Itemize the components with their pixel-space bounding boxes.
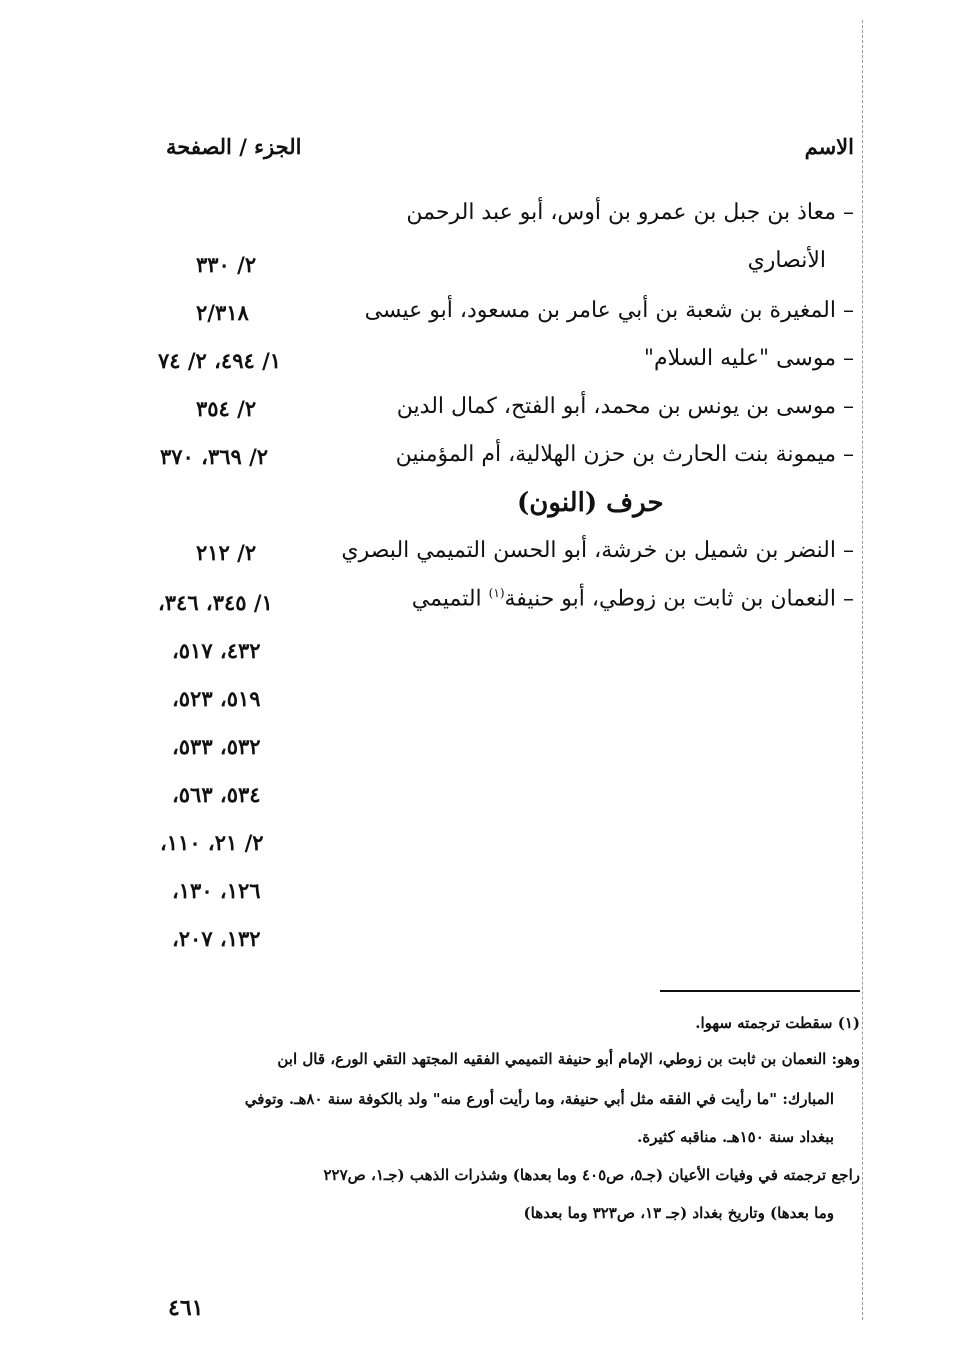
index-entry-name: – النضر بن شميل بن خرشة، أبو الحسن التميمي البصري: [341, 538, 854, 563]
section-heading: حرف (النون): [517, 488, 664, 518]
footnote-line: ببغداد سنة ١٥٠هـ. مناقبه كثيرة.: [637, 1128, 834, 1146]
index-entry-name: – المغيرة بن شعبة بن أبي عامر بن مسعود، أبو عيسى: [364, 298, 854, 323]
index-entry-pages: ٢/ ٢١٢: [196, 540, 257, 565]
index-entry-name: – معاذ بن جبل بن عمرو بن أوس، أبو عبد الرحمن: [406, 200, 854, 225]
index-entry-pages: ١/ ٣٤٥، ٣٤٦،: [158, 590, 273, 615]
index-entry-pages: ١٣٢، ٢٠٧،: [172, 926, 261, 951]
footnote-line: المبارك: "ما رأيت في الفقه مثل أبي حنيفة، وما رأيت أورع منه" ولد بالكوفة سنة ٨٠هـ. وتوفي: [244, 1090, 834, 1108]
footnote-line: راجع ترجمته في وفيات الأعيان (جـ٥، ص٤٠٥ وما بعدها) وشذرات الذهب (جـ١، ص٢٢٧: [323, 1166, 860, 1184]
footnote: (١) سقطت ترجمته سهوا.: [695, 1014, 860, 1032]
index-entry-pages: ٢/٣١٨: [196, 300, 249, 325]
index-entry-pages: ١٢٦، ١٣٠،: [172, 878, 261, 903]
name-column-header: الاسم: [804, 134, 854, 159]
footnote-separator: [660, 990, 860, 992]
index-entry-pages: ٢/ ٣٣٠: [196, 252, 257, 277]
index-entry-name: – موسى بن يونس بن محمد، أبو الفتح، كمال الدين: [396, 394, 854, 419]
index-entry-name-continued: الأنصاري: [747, 248, 826, 273]
index-entry-name: – ميمونة بنت الحارث بن حزن الهلالية، أم المؤمنين: [395, 442, 854, 467]
index-entry-pages: ٢/ ٣٥٤: [196, 396, 257, 421]
index-entry-pages: ٢/ ٣٦٩، ٣٧٠: [160, 444, 269, 469]
page-column-header: الجزء / الصفحة: [166, 134, 302, 159]
index-entry-pages: ٢/ ٢١، ١١٠،: [160, 830, 264, 855]
index-entry-pages: ٤٣٢، ٥١٧،: [172, 638, 261, 663]
index-entry-name: [412, 586, 854, 611]
entry-name-part: التميمي: [411, 586, 489, 612]
index-entry-pages: ١/ ٤٩٤، ٢/ ٧٤: [158, 348, 282, 373]
index-entry-name: – موسى "عليه السلام": [643, 346, 854, 371]
index-entry-pages: ٥١٩، ٥٢٣،: [172, 686, 261, 711]
footnote-ref: (١): [488, 586, 505, 600]
entry-name-part: – النعمان بن ثابت بن زوطي، أبو حنيفة: [504, 586, 854, 612]
footnote-line: وهو: النعمان بن ثابت بن زوطي، الإمام أبو حنيفة التميمي الفقيه المجتهد التقي الورع، قال ابن: [277, 1050, 860, 1068]
index-entry-pages: ٥٣٢، ٥٣٣،: [172, 734, 261, 759]
page-number: ٤٦١: [168, 1295, 204, 1321]
margin-rule: [862, 20, 863, 1320]
index-entry-pages: ٥٣٤، ٥٦٣،: [172, 782, 261, 807]
footnote-line: وما بعدها) وتاريخ بغداد (جـ ١٣، ص٣٢٣ وما بعدها): [523, 1204, 834, 1222]
